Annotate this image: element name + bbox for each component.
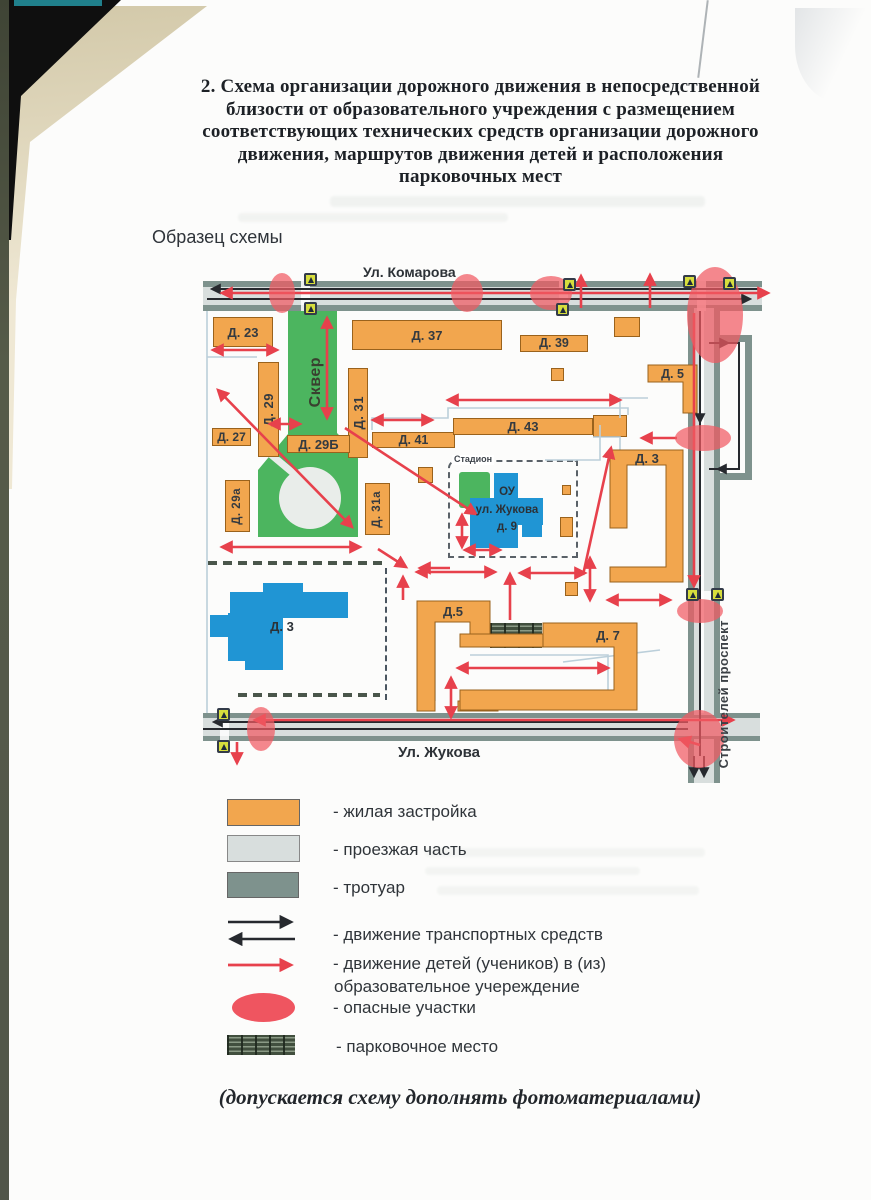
crosswalk-sign-icon [217, 708, 230, 721]
building-label: Д. 29Б [298, 436, 339, 452]
scan-crease-line [697, 0, 708, 78]
title-line: парковочных мест [398, 166, 563, 188]
crosswalk-sign-icon [556, 303, 569, 316]
legend-label-sidewalk: - тротуар [333, 878, 405, 897]
street-label-zhukova: Ул. Жукова [398, 744, 480, 761]
composite-buildings [417, 365, 697, 711]
crosswalk-sign-icon [304, 273, 317, 286]
bleed-through-mark [425, 867, 640, 875]
scan-left-edge [0, 0, 9, 1200]
title-line: соответствующих технических средств организации дорожного [202, 121, 759, 143]
park-label-text: Сквер [307, 356, 325, 408]
crosswalk-sign-icon [723, 277, 736, 290]
title-line: 2. Схема организации дорожного движения в непосредственной [200, 76, 761, 97]
building-d5-top-label: Д. 5 [661, 367, 684, 381]
scan-corner-smudge [795, 8, 871, 103]
street-label-stroiteley-text: Строителей проспект [716, 619, 731, 769]
legend-swatch-roadway [227, 835, 300, 862]
crosswalk-sign-icon [686, 588, 699, 601]
building-d3-right-label: Д. 3 [635, 450, 659, 466]
legend-label-roadway: - проезжая часть [333, 840, 467, 859]
school-label-street: ул. Жукова [475, 503, 539, 516]
street-label-komarova: Ул. Комарова [363, 264, 456, 280]
street-label-stroiteley [717, 610, 733, 778]
building-label: Д. 39 [539, 336, 569, 351]
legend-label-danger: - опасные участки [333, 998, 476, 1017]
building-label: Д. 43 [507, 419, 539, 434]
stadium-label: Стадион [454, 454, 493, 464]
building-label: Д. 29 [261, 392, 276, 427]
building-label: Д. 23 [227, 324, 259, 340]
legend-swatch-parking [227, 1035, 295, 1055]
building-label: Д. 27 [217, 430, 246, 444]
building-label: Д. 29а [230, 487, 243, 525]
legend-label-residential: - жилая застройка [333, 802, 477, 821]
bleed-through-mark [238, 213, 508, 222]
crosswalk-sign-icon [711, 588, 724, 601]
legend-swatch-children-arrow [225, 958, 303, 972]
bleed-through-mark [330, 196, 705, 207]
building-label: Д. 41 [398, 432, 429, 447]
legend-label-parking: - парковочное место [336, 1037, 499, 1056]
legend-swatch-vehicle-arrows [225, 914, 303, 946]
scheme-sample-label: Образец схемы [152, 227, 283, 247]
bleed-through-mark [437, 886, 699, 895]
building-d3-blue-label: Д. 3 [270, 618, 294, 634]
title-line: движения, маршрутов движения детей и расположения [237, 143, 724, 165]
legend-swatch-residential [227, 799, 300, 826]
building-d7-label: Д. 7 [596, 627, 620, 643]
school-label-ou: ОУ [499, 485, 515, 498]
legend-label-children-movement: - движение детей (учеников) в (из) [333, 954, 607, 973]
crosswalk-sign-icon [217, 740, 230, 753]
bleed-through-mark [425, 848, 705, 857]
scan-top-strip [14, 0, 102, 6]
page-title [168, 76, 793, 189]
title-line: близости от образовательного учреждения с размещением [226, 98, 735, 120]
school-label-number: д. 9 [496, 520, 518, 533]
traffic-scheme-map [200, 258, 780, 798]
legend-swatch-danger [232, 993, 295, 1022]
legend-label-vehicle-movement: - движение транспортных средств [333, 925, 603, 944]
building-label: Д. 31а [370, 490, 383, 528]
legend-label-children-movement-2: образовательное учереждение [334, 977, 580, 996]
footnote: (допускается схему дополнять фотоматериалами) [218, 1085, 702, 1109]
building-label: Д. 31 [350, 396, 366, 430]
crosswalk-sign-icon [563, 278, 576, 291]
building-d5-bottom-label: Д.5 [442, 603, 464, 619]
legend-swatch-sidewalk [227, 872, 299, 898]
crosswalk-sign-icon [304, 302, 317, 315]
building-label: Д. 37 [411, 327, 443, 343]
crosswalk-sign-icon [683, 275, 696, 288]
